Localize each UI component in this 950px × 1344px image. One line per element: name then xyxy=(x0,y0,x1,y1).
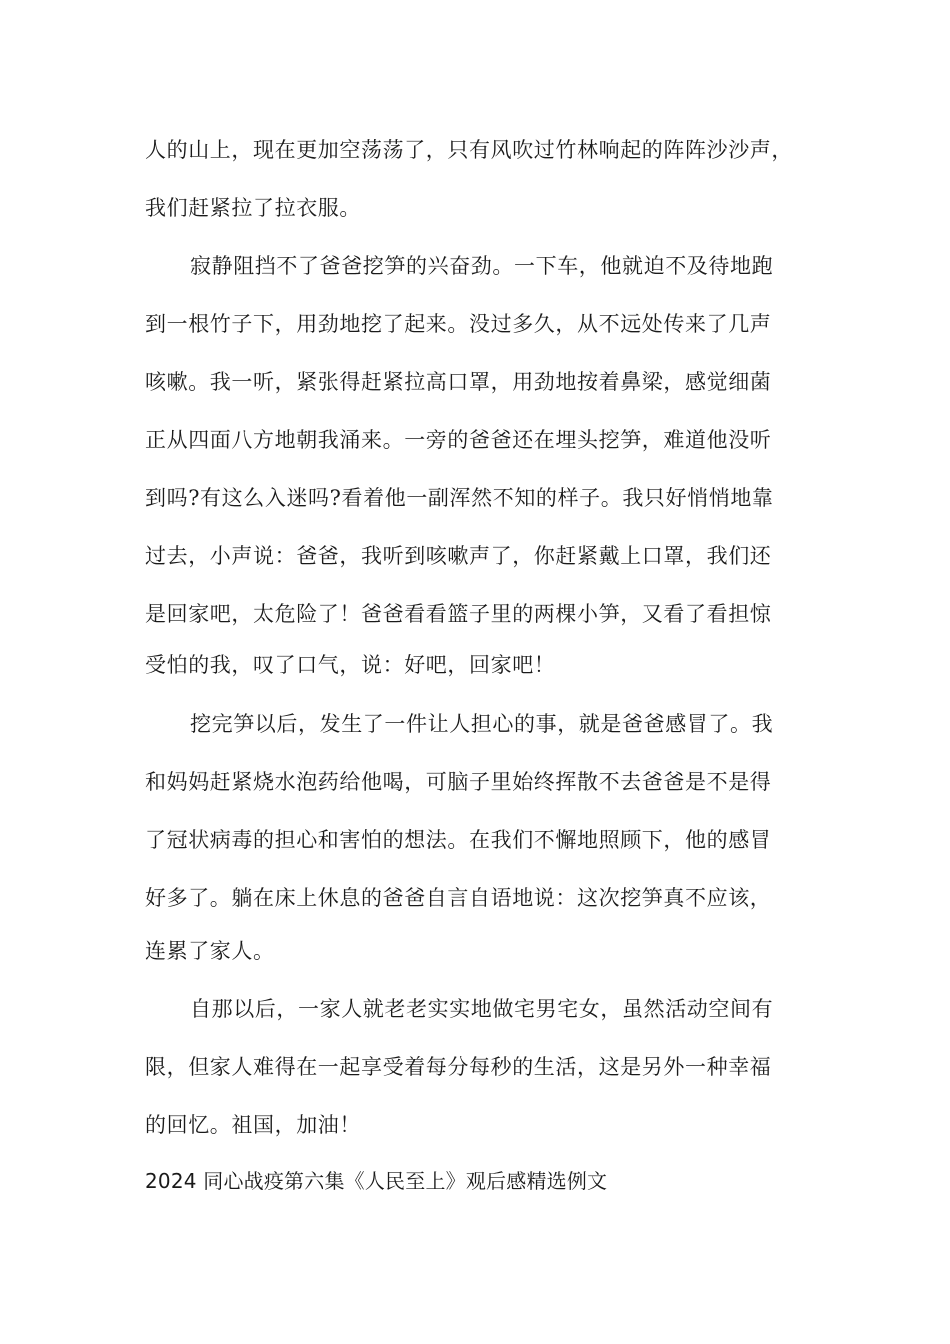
paragraph-first-line: 寂静阻挡不了爸爸挖笋的兴奋劲。一下车，他就迫不及待地跑 xyxy=(190,254,774,278)
text-line: 连累了家人。 xyxy=(145,939,275,963)
text-line: 了冠状病毒的担心和害怕的想法。在我们不懈地照顾下，他的感冒 xyxy=(145,828,772,852)
text-line: 和妈妈赶紧烧水泡药给他喝，可脑子里始终挥散不去爸爸是不是得 xyxy=(145,770,772,794)
text-line: 过去，小声说：爸爸，我听到咳嗽声了，你赶紧戴上口罩，我们还 xyxy=(145,544,772,568)
text-line: 人的山上，现在更加空荡荡了，只有风吹过竹林响起的阵阵沙沙声， xyxy=(145,138,793,162)
text-line: 到一根竹子下，用劲地挖了起来。没过多久，从不远处传来了几声 xyxy=(145,312,772,336)
paragraph-first-line: 自那以后，一家人就老老实实地做宅男宅女，虽然活动空间有 xyxy=(190,997,774,1021)
text-line: 正从四面八方地朝我涌来。一旁的爸爸还在埋头挖笋，难道他没听 xyxy=(145,428,772,452)
text-line: 好多了。躺在床上休息的爸爸自言自语地说：这次挖笋真不应该， xyxy=(145,886,772,910)
text-line: 是回家吧，太危险了！爸爸看看篮子里的两棵小笋，又看了看担惊 xyxy=(145,602,772,626)
article-title: 2024 同心战疫第六集《人民至上》观后感精选例文 xyxy=(145,1169,608,1193)
text-line: 限，但家人难得在一起享受着每分每秒的生活，这是另外一种幸福 xyxy=(145,1055,772,1079)
text-line: 我们赶紧拉了拉衣服。 xyxy=(145,196,361,220)
paragraph-first-line: 挖完笋以后，发生了一件让人担心的事，就是爸爸感冒了。我 xyxy=(190,712,774,736)
text-line: 受怕的我，叹了口气，说：好吧，回家吧！ xyxy=(145,653,556,677)
text-line: 咳嗽。我一听，紧张得赶紧拉高口罩，用劲地按着鼻梁，感觉细菌 xyxy=(145,370,772,394)
text-line: 的回忆。祖国，加油！ xyxy=(145,1113,361,1137)
text-line: 到吗?有这么入迷吗?看着他一副浑然不知的样子。我只好悄悄地靠 xyxy=(145,486,774,510)
